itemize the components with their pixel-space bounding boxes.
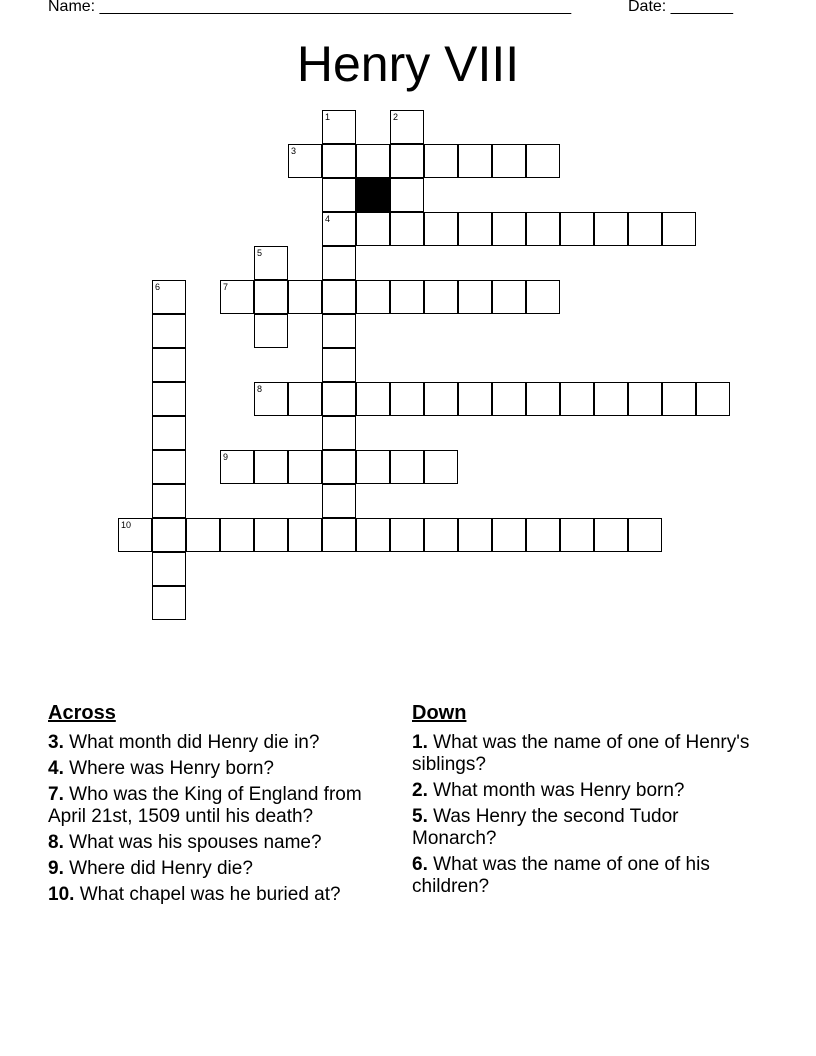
clue-number: 5 [257,248,263,258]
grid-cell[interactable] [696,382,730,416]
grid-cell[interactable] [322,348,356,382]
clue-item [412,732,752,776]
grid-cell[interactable] [628,382,662,416]
clue-number: 9 [223,452,229,462]
grid-cell[interactable] [526,518,560,552]
grid-cell[interactable] [526,382,560,416]
grid-cell[interactable] [492,382,526,416]
grid-cell[interactable] [152,314,186,348]
date-field-label: Date: _______ [628,0,733,15]
grid-cell[interactable] [356,144,390,178]
clue-number: 8 [257,384,263,394]
grid-cell[interactable] [152,484,186,518]
down-clue-list [412,732,752,898]
clue-item-number: 4. [48,758,64,779]
clue-item-text: Was Henry the second Tudor Monarch? [412,806,679,849]
clue-item-text: What month was Henry born? [427,780,685,801]
grid-cell[interactable] [322,280,356,314]
grid-cell[interactable] [594,212,628,246]
clue-item [412,854,752,898]
clue-item [48,884,388,906]
grid-cell[interactable] [390,144,424,178]
grid-cell[interactable] [594,518,628,552]
clue-number: 7 [223,282,229,292]
clue-item [48,758,388,780]
name-field-label: Name: _____________________________________________________ [48,0,572,15]
clue-item-number: 9. [48,858,64,879]
grid-cell[interactable] [390,212,424,246]
grid-cell[interactable] [390,518,424,552]
grid-cell[interactable] [152,416,186,450]
clue-item [48,832,388,854]
grid-cell[interactable] [322,314,356,348]
grid-cell[interactable] [662,212,696,246]
grid-cell[interactable] [288,280,322,314]
clue-item-number: 6. [412,854,428,875]
clue-item-text: What was the name of one of his children? [412,854,710,897]
grid-cell[interactable] [254,518,288,552]
grid-cell[interactable] [390,280,424,314]
grid-cell[interactable] [356,382,390,416]
grid-cell[interactable] [152,586,186,620]
grid-cell[interactable] [390,382,424,416]
grid-cell[interactable] [390,110,424,144]
grid-cell[interactable] [322,212,356,246]
clue-item-text: Where did Henry die? [63,858,253,879]
grid-cell[interactable] [220,450,254,484]
grid-cell[interactable] [390,450,424,484]
page-title: Henry VIII [296,36,520,92]
grid-cell[interactable] [322,246,356,280]
clue-item-text: What was his spouses name? [63,832,322,853]
clue-item-text: Where was Henry born? [63,758,275,779]
grid-cell[interactable] [424,280,458,314]
grid-cell[interactable] [628,212,662,246]
grid-block [356,178,390,212]
grid-cell[interactable] [458,144,492,178]
grid-cell[interactable] [288,382,322,416]
grid-cell[interactable] [424,144,458,178]
grid-cell[interactable] [628,518,662,552]
grid-cell[interactable] [322,416,356,450]
grid-cell[interactable] [492,280,526,314]
grid-cell[interactable] [152,280,186,314]
grid-cell[interactable] [254,246,288,280]
grid-cell[interactable] [492,144,526,178]
grid-cell[interactable] [152,552,186,586]
grid-cell[interactable] [322,178,356,212]
clue-item [412,780,752,802]
grid-cell[interactable] [424,382,458,416]
clue-item-number: 8. [48,832,64,853]
grid-cell[interactable] [356,518,390,552]
clue-number: 3 [291,146,297,156]
clue-number: 1 [325,112,331,122]
clue-item-number: 2. [412,780,428,801]
clue-item-number: 5. [412,806,428,827]
grid-cell[interactable] [492,518,526,552]
down-heading: Down [412,702,467,724]
grid-cell[interactable] [356,280,390,314]
clue-item-text: What was the name of one of Henry's siblings? [412,732,750,775]
clue-item [412,806,752,850]
grid-cell[interactable] [458,518,492,552]
clue-item-number: 1. [412,732,428,753]
grid-cell[interactable] [560,518,594,552]
clue-number: 10 [121,520,132,530]
across-heading: Across [48,702,116,724]
grid-cell[interactable] [390,178,424,212]
grid-cell[interactable] [526,212,560,246]
grid-cell[interactable] [322,382,356,416]
grid-cell[interactable] [118,518,152,552]
grid-cell[interactable] [322,110,356,144]
grid-cell[interactable] [152,450,186,484]
grid-cell[interactable] [526,280,560,314]
grid-cell[interactable] [220,280,254,314]
grid-cell[interactable] [424,518,458,552]
grid-cell[interactable] [152,348,186,382]
grid-cell[interactable] [288,144,322,178]
grid-cell[interactable] [594,382,628,416]
clue-number: 4 [325,214,331,224]
grid-cell[interactable] [254,314,288,348]
grid-cell[interactable] [186,518,220,552]
grid-cell[interactable] [220,518,254,552]
grid-cell[interactable] [492,212,526,246]
grid-cell[interactable] [288,518,322,552]
clue-item [48,784,388,828]
grid-cell[interactable] [560,382,594,416]
grid-cell[interactable] [356,212,390,246]
grid-cell[interactable] [662,382,696,416]
grid-cell[interactable] [356,450,390,484]
clue-item-text: What chapel was he buried at? [74,884,341,905]
grid-cell[interactable] [458,212,492,246]
clue-item [48,858,388,880]
grid-cell[interactable] [560,212,594,246]
grid-cell[interactable] [424,450,458,484]
grid-cell[interactable] [152,382,186,416]
grid-cell[interactable] [254,382,288,416]
clue-item-number: 10. [48,884,75,905]
clue-number: 6 [155,282,161,292]
clue-item-number: 3. [48,732,64,753]
grid-cell[interactable] [322,484,356,518]
grid-cell[interactable] [526,144,560,178]
clue-item-text: Who was the King of England from April 21st, 1509 until his death? [48,784,362,827]
down-clues [412,700,752,902]
grid-cell[interactable] [152,518,186,552]
grid-cell[interactable] [322,450,356,484]
clue-item-text: What month did Henry die in? [63,732,320,753]
grid-cell[interactable] [458,382,492,416]
clue-item [48,732,388,754]
clue-item-number: 7. [48,784,64,805]
across-clues [48,700,388,910]
grid-cell[interactable] [254,280,288,314]
grid-cell[interactable] [458,280,492,314]
grid-cell[interactable] [424,212,458,246]
grid-cell[interactable] [254,450,288,484]
grid-cell[interactable] [322,518,356,552]
grid-cell[interactable] [288,450,322,484]
clue-number: 2 [393,112,399,122]
grid-cell[interactable] [322,144,356,178]
across-clue-list [48,732,388,906]
